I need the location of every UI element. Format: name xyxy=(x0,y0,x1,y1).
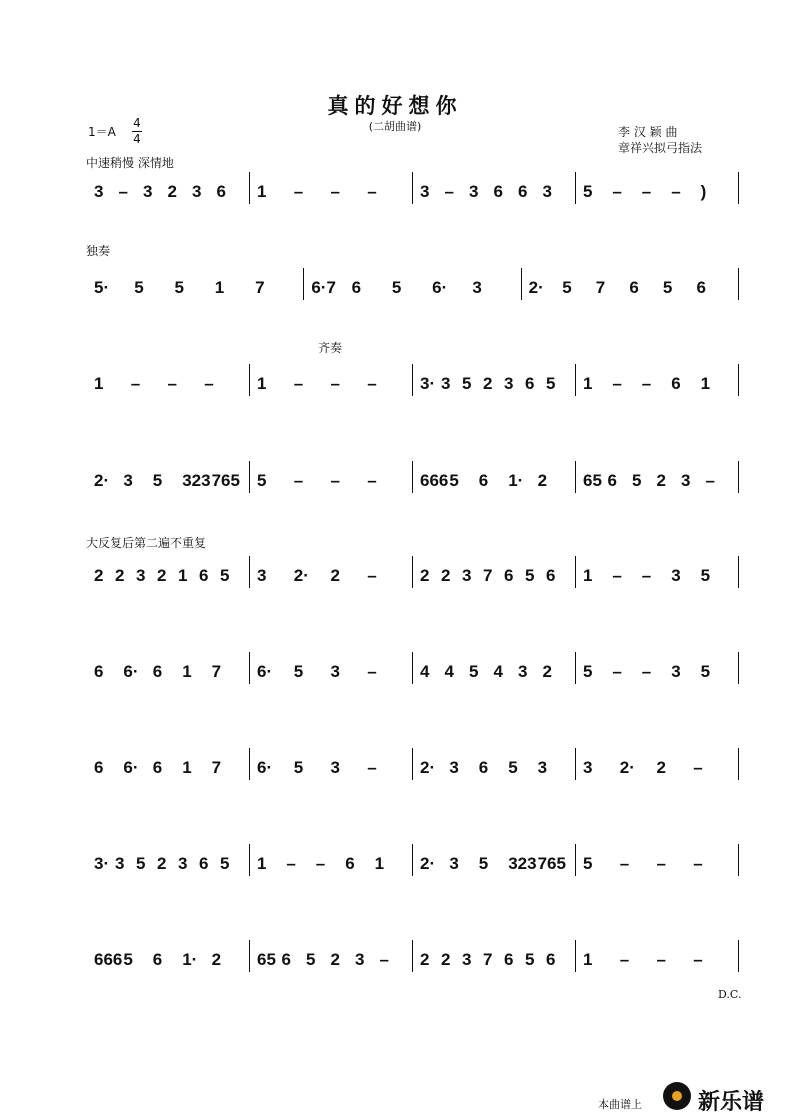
note: 3 xyxy=(472,278,482,297)
footer-label: 本曲谱上 xyxy=(598,1098,642,1111)
page-title: 真的好想你 xyxy=(327,93,463,118)
time-signature xyxy=(132,116,142,147)
note: 6 xyxy=(546,950,556,969)
note: 3 xyxy=(504,374,514,393)
barline xyxy=(412,940,413,972)
note: 5 xyxy=(391,278,402,297)
note: ) xyxy=(700,182,707,201)
note: 1 xyxy=(214,278,225,297)
note: 6· xyxy=(257,758,273,777)
note: 1· xyxy=(182,950,198,969)
page-subtitle: (二胡曲谱) xyxy=(368,120,422,133)
note: 6 xyxy=(671,374,681,393)
score-row xyxy=(0,662,790,752)
note: – xyxy=(379,950,389,969)
note: 6 xyxy=(525,374,535,393)
note: 5 xyxy=(293,758,304,777)
note: – xyxy=(367,374,377,393)
barline xyxy=(249,556,250,588)
note: 3 xyxy=(441,374,451,393)
note: 65 xyxy=(583,471,602,490)
barline xyxy=(575,844,576,876)
key-signature: 1＝A xyxy=(88,125,116,139)
note: – xyxy=(330,374,340,393)
time-top: 4 xyxy=(133,116,141,130)
note: – xyxy=(367,471,377,490)
note: – xyxy=(286,854,296,873)
note: 3 xyxy=(462,566,472,585)
note: 3 xyxy=(671,662,681,681)
note: 2· xyxy=(420,758,436,777)
note: 6· xyxy=(432,278,448,297)
note: 2 xyxy=(441,950,451,969)
barline xyxy=(412,652,413,684)
note: 3 xyxy=(420,182,430,201)
note: 2 xyxy=(420,566,430,585)
tempo-marking: 中速稍慢 深情地 xyxy=(86,156,174,170)
note: 765 xyxy=(211,471,240,490)
note: 6 xyxy=(478,471,489,490)
note: 1 xyxy=(257,374,267,393)
note: 3 xyxy=(449,854,459,873)
note: – xyxy=(330,471,340,490)
note: 3 xyxy=(94,182,104,201)
note: 3 xyxy=(330,758,340,777)
note: 1 xyxy=(583,950,593,969)
note: – xyxy=(705,471,715,490)
note: 666 xyxy=(420,471,449,490)
barline xyxy=(575,172,576,204)
barline xyxy=(521,268,522,300)
barline xyxy=(575,556,576,588)
barline xyxy=(249,748,250,780)
note: 323 xyxy=(182,471,211,490)
note: 7 xyxy=(255,278,265,297)
note: 5 xyxy=(306,950,316,969)
note: 2· xyxy=(293,566,309,585)
note: 323 xyxy=(508,854,537,873)
note: 3 xyxy=(143,182,153,201)
note: – xyxy=(130,374,141,393)
note: 5 xyxy=(136,854,146,873)
note: 2 xyxy=(330,566,340,585)
note: – xyxy=(619,950,630,969)
barline xyxy=(738,748,739,780)
note: – xyxy=(693,950,703,969)
note: 3 xyxy=(192,182,202,201)
barline xyxy=(412,748,413,780)
note: 5 xyxy=(632,471,642,490)
note: – xyxy=(367,662,377,681)
note: 3 xyxy=(537,758,548,777)
note: 5 xyxy=(134,278,144,297)
note: – xyxy=(641,662,652,681)
barline xyxy=(249,364,250,396)
note: 5 xyxy=(662,278,673,297)
note: 3 xyxy=(178,854,188,873)
note: 2 xyxy=(542,662,552,681)
note: 5 xyxy=(152,471,163,490)
score-row xyxy=(0,854,790,944)
note: – xyxy=(367,566,377,585)
note: 5 xyxy=(257,471,267,490)
note: – xyxy=(612,374,622,393)
note: 6 xyxy=(216,182,226,201)
note: 7 xyxy=(595,278,606,297)
note: 3 xyxy=(330,662,340,681)
time-bottom: 4 xyxy=(133,132,141,146)
note: 5 xyxy=(174,278,184,297)
note: 765 xyxy=(537,854,566,873)
barline xyxy=(575,940,576,972)
note: 3· xyxy=(94,854,110,873)
note: 3 xyxy=(542,182,552,201)
note: 5 xyxy=(293,662,304,681)
note: 7 xyxy=(483,950,493,969)
note: 2 xyxy=(157,854,167,873)
note: 5 xyxy=(525,950,535,969)
note: – xyxy=(671,182,681,201)
score-row xyxy=(0,471,790,561)
note: 5 xyxy=(462,374,472,393)
note: 3· xyxy=(420,374,436,393)
barline xyxy=(412,461,413,493)
note: 666 xyxy=(94,950,123,969)
note: 3 xyxy=(518,662,528,681)
note: 3 xyxy=(449,758,459,777)
note: 5 xyxy=(449,471,459,490)
note: 5 xyxy=(700,662,711,681)
note: 1· xyxy=(508,471,524,490)
barline xyxy=(249,172,250,204)
note: – xyxy=(612,566,622,585)
note: 3 xyxy=(671,566,681,585)
note: 2 xyxy=(483,374,493,393)
barline xyxy=(738,940,739,972)
note: 6 xyxy=(345,854,355,873)
note: 65 xyxy=(257,950,276,969)
note: 5 xyxy=(562,278,572,297)
note: 5 xyxy=(525,566,535,585)
note: – xyxy=(293,374,304,393)
note: 4 xyxy=(444,662,454,681)
score-row xyxy=(0,278,790,368)
note: 1 xyxy=(257,182,267,201)
note: 3 xyxy=(469,182,479,201)
note: – xyxy=(167,374,177,393)
note: – xyxy=(612,662,622,681)
note: 6 xyxy=(199,854,209,873)
note: 3 xyxy=(115,854,125,873)
note: 6 xyxy=(504,566,514,585)
note: 2 xyxy=(330,950,340,969)
note: 1 xyxy=(94,374,104,393)
score-row xyxy=(0,758,790,848)
barline xyxy=(738,172,739,204)
note: 6· xyxy=(257,662,273,681)
note: – xyxy=(293,182,304,201)
note: – xyxy=(693,854,703,873)
note: 5 xyxy=(123,950,133,969)
barline xyxy=(738,268,739,300)
note: 2 xyxy=(537,471,548,490)
note: 4 xyxy=(420,662,430,681)
note: – xyxy=(656,950,666,969)
note: 6 xyxy=(478,758,489,777)
note: 6 xyxy=(518,182,528,201)
note: 1 xyxy=(182,662,192,681)
note: – xyxy=(641,566,652,585)
note: 5 xyxy=(220,566,230,585)
note: 1 xyxy=(178,566,188,585)
note: 5 xyxy=(220,854,230,873)
barline xyxy=(412,364,413,396)
note: 5· xyxy=(94,278,110,297)
note: 6 xyxy=(152,758,163,777)
barline xyxy=(575,748,576,780)
note: 1 xyxy=(583,566,593,585)
score-row xyxy=(0,566,790,656)
note: 6 xyxy=(152,662,163,681)
note: 2 xyxy=(441,566,451,585)
barline xyxy=(575,461,576,493)
note: 3 xyxy=(136,566,146,585)
note: 6 xyxy=(199,566,209,585)
note: 6 xyxy=(94,758,104,777)
note: 2 xyxy=(211,950,222,969)
note: 3 xyxy=(123,471,133,490)
note: 6 xyxy=(94,662,104,681)
barline xyxy=(575,364,576,396)
note: – xyxy=(612,182,622,201)
barline xyxy=(249,461,250,493)
logo-icon xyxy=(663,1082,691,1110)
note: 6· xyxy=(123,662,139,681)
dc-marking: D.C. xyxy=(718,988,742,1001)
note: 2 xyxy=(656,471,666,490)
note: 2 xyxy=(115,566,125,585)
barline xyxy=(575,652,576,684)
note: 6 xyxy=(281,950,291,969)
note: 5 xyxy=(478,854,489,873)
note: 2 xyxy=(167,182,177,201)
barline xyxy=(738,364,739,396)
note: – xyxy=(315,854,326,873)
note: 3 xyxy=(462,950,472,969)
barline xyxy=(412,172,413,204)
note: 6·7 xyxy=(311,278,336,297)
barline xyxy=(412,556,413,588)
note: 1 xyxy=(583,374,593,393)
repeat-note: 大反复后第二遍不重复 xyxy=(86,536,207,550)
note: 6 xyxy=(351,278,362,297)
barline xyxy=(738,844,739,876)
note: – xyxy=(118,182,128,201)
note: 5 xyxy=(469,662,479,681)
note: 5 xyxy=(583,182,593,201)
note: 7 xyxy=(211,662,222,681)
barline xyxy=(249,844,250,876)
note: – xyxy=(619,854,630,873)
note: 5 xyxy=(508,758,518,777)
note: 6 xyxy=(152,950,163,969)
barline xyxy=(738,652,739,684)
score-row xyxy=(0,374,790,464)
note: 3 xyxy=(355,950,365,969)
note: 3 xyxy=(257,566,267,585)
note: 2· xyxy=(94,471,110,490)
note: 6 xyxy=(696,278,706,297)
barline xyxy=(303,268,304,300)
note: 1 xyxy=(700,374,711,393)
note: 2· xyxy=(528,278,544,297)
note: 6· xyxy=(123,758,139,777)
note: 5 xyxy=(583,662,593,681)
note: 7 xyxy=(211,758,222,777)
note: – xyxy=(641,182,652,201)
note: – xyxy=(693,758,703,777)
note: 2 xyxy=(420,950,430,969)
note: 1 xyxy=(374,854,385,873)
note: – xyxy=(204,374,214,393)
note: 5 xyxy=(583,854,593,873)
solo-marking: 独奏 xyxy=(86,244,111,258)
note: 5 xyxy=(700,566,711,585)
barline xyxy=(249,940,250,972)
note: – xyxy=(367,182,377,201)
note: 1 xyxy=(257,854,267,873)
note: 6 xyxy=(493,182,503,201)
note: 4 xyxy=(493,662,503,681)
note: – xyxy=(444,182,454,201)
note: 2 xyxy=(656,758,666,777)
note: 2 xyxy=(157,566,167,585)
note: 3 xyxy=(681,471,691,490)
tutti-marking: 齐奏 xyxy=(318,341,343,355)
note: 5 xyxy=(546,374,556,393)
note: 6 xyxy=(546,566,556,585)
note: – xyxy=(656,854,666,873)
barline xyxy=(738,556,739,588)
note: 6 xyxy=(629,278,639,297)
barline xyxy=(249,652,250,684)
note: – xyxy=(293,471,304,490)
note: – xyxy=(367,758,377,777)
composer-credit: 李 汉 颖 曲 xyxy=(618,125,678,139)
note: 6 xyxy=(607,471,617,490)
note: 2 xyxy=(94,566,104,585)
score-row xyxy=(0,182,790,272)
arranger-credit: 章祥兴拟弓指法 xyxy=(618,141,703,155)
note: 2· xyxy=(420,854,436,873)
note: 2· xyxy=(619,758,635,777)
note: 1 xyxy=(182,758,192,777)
note: 6 xyxy=(504,950,514,969)
barline xyxy=(412,844,413,876)
note: – xyxy=(641,374,652,393)
score-row xyxy=(0,950,790,1040)
brand-name: 新乐谱 xyxy=(698,1090,765,1115)
note: 3 xyxy=(583,758,593,777)
barline xyxy=(738,461,739,493)
note: – xyxy=(330,182,340,201)
note: 7 xyxy=(483,566,493,585)
